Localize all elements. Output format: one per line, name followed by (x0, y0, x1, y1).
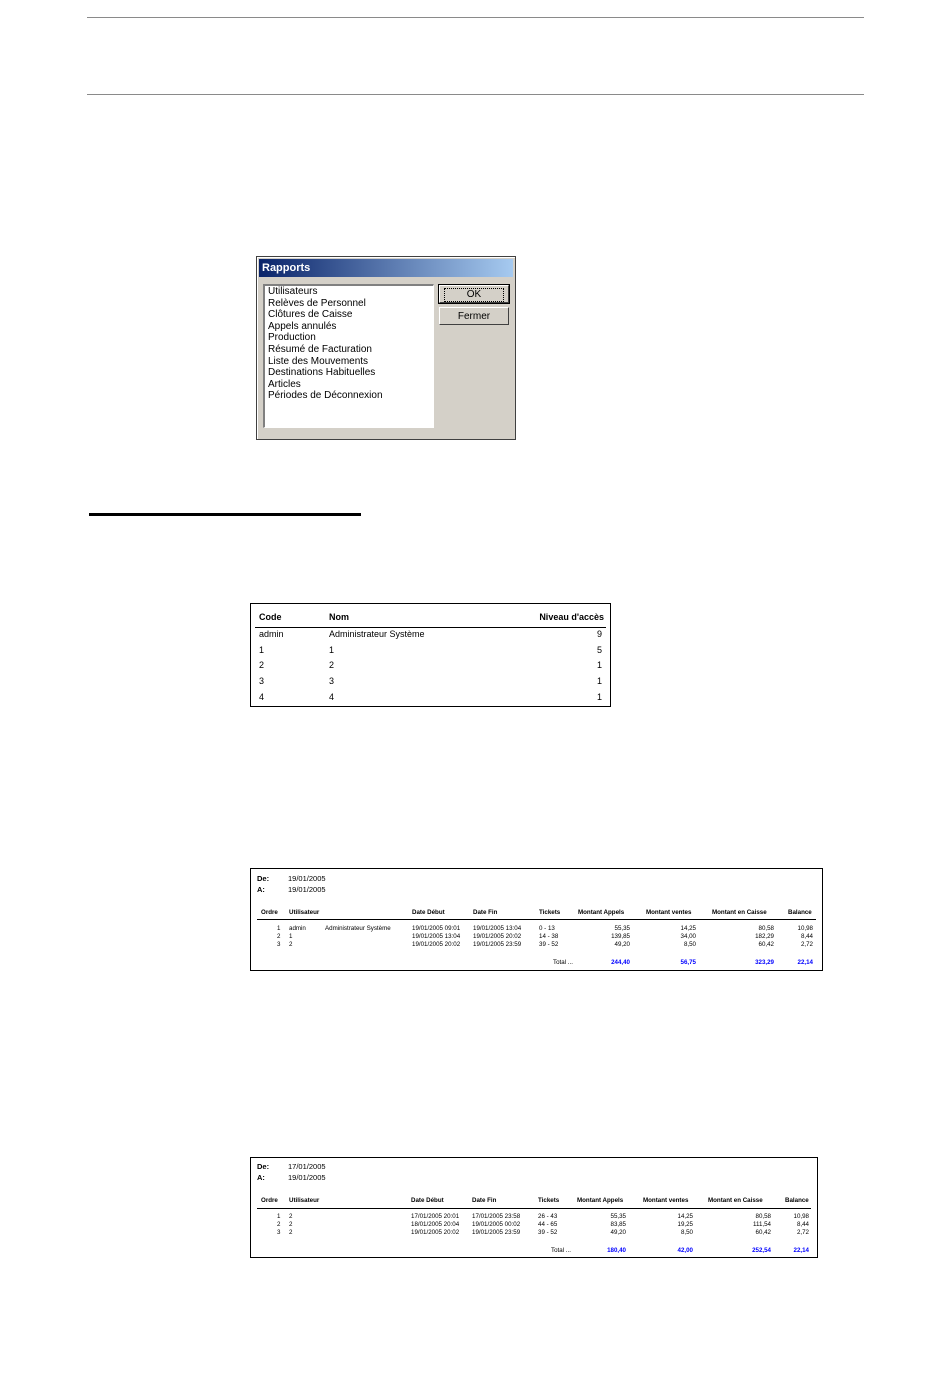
col-header-date-fin: Date Fin (473, 909, 498, 916)
col-header-montant-ventes: Montant ventes (646, 909, 692, 916)
cell-code: 2 (259, 660, 265, 670)
cell-utilisateur: 1 (289, 933, 293, 940)
cell-date-fin: 19/01/2005 00:02 (472, 1221, 521, 1228)
header-rule (257, 1208, 811, 1209)
cell-code: 3 (259, 676, 265, 686)
from-label: De: (257, 874, 270, 883)
cell-nom: 3 (329, 676, 335, 686)
table-row (251, 692, 610, 706)
cell-date-debut: 19/01/2005 13:04 (412, 933, 461, 940)
cell-ventes: 14,25 (680, 925, 696, 932)
cell-caisse: 80,58 (755, 1213, 771, 1220)
cell-niveau: 1 (596, 660, 602, 670)
table-row (251, 676, 610, 690)
table-row (251, 660, 610, 674)
cell-ordre: 2 (277, 1221, 281, 1228)
col-header-tickets: Tickets (538, 1197, 560, 1204)
col-header-code: Code (259, 612, 282, 622)
reports-listbox[interactable] (263, 284, 434, 428)
total-ventes: 42,00 (677, 1247, 693, 1254)
cell-date-debut: 19/01/2005 09:01 (412, 925, 461, 932)
total-appels: 180,40 (607, 1247, 626, 1254)
cell-ventes: 34,00 (680, 933, 696, 940)
cell-balance: 10,98 (793, 1213, 809, 1220)
cell-niveau: 5 (596, 645, 602, 655)
cell-ventes: 8,50 (680, 1229, 693, 1236)
list-item[interactable]: Clôtures de Caisse (268, 309, 353, 321)
cell-utilisateur: 2 (289, 941, 293, 948)
col-header-utilisateur: Utilisateur (289, 909, 320, 916)
col-header-date-debut: Date Début (411, 1197, 444, 1204)
col-header-date-debut: Date Début (412, 909, 445, 916)
cell-code: 1 (259, 645, 265, 655)
list-item[interactable]: Liste des Mouvements (268, 355, 369, 367)
total-label: Total ... (551, 1247, 571, 1254)
cell-niveau: 1 (596, 676, 602, 686)
list-item[interactable]: Relèves de Personnel (268, 297, 366, 309)
section-rule (89, 513, 361, 516)
col-header-montant-caisse: Montant en Caisse (712, 909, 767, 916)
cell-date-debut: 17/01/2005 20:01 (411, 1213, 460, 1220)
total-ventes: 56,75 (680, 959, 696, 966)
ok-button[interactable] (439, 285, 509, 303)
cell-ordre: 3 (277, 1229, 281, 1236)
col-header-ordre: Ordre (261, 1197, 278, 1204)
cash-closing-report-1 (250, 868, 823, 971)
cell-tickets: 26 - 43 (538, 1213, 558, 1220)
cell-date-fin: 19/01/2005 23:59 (472, 1229, 521, 1236)
header-rule-bottom (87, 94, 864, 95)
col-header-montant-caisse: Montant en Caisse (708, 1197, 763, 1204)
to-date: 19/01/2005 (288, 885, 326, 894)
cell-appels: 49,20 (610, 1229, 626, 1236)
table-row (251, 629, 610, 643)
ok-label: OK (444, 288, 504, 302)
cell-appels: 49,20 (614, 941, 630, 948)
total-balance: 22,14 (797, 959, 813, 966)
cell-ventes: 14,25 (677, 1213, 693, 1220)
list-item[interactable]: Résumé de Facturation (268, 343, 372, 355)
to-label: A: (257, 1173, 265, 1182)
cell-utilisateur: 2 (289, 1221, 293, 1228)
cell-tickets: 39 - 52 (539, 941, 559, 948)
cash-closing-report-2 (250, 1157, 818, 1258)
from-date: 17/01/2005 (288, 1162, 326, 1171)
cell-date-fin: 17/01/2005 23:58 (472, 1213, 521, 1220)
cell-utilisateur: admin (289, 925, 306, 932)
total-balance: 22,14 (793, 1247, 809, 1254)
cell-balance: 8,44 (796, 1221, 809, 1228)
cell-date-debut: 19/01/2005 20:02 (412, 941, 461, 948)
col-header-montant-appels: Montant Appels (578, 909, 625, 916)
cell-balance: 2,72 (796, 1229, 809, 1236)
cell-ordre: 1 (277, 925, 281, 932)
cell-appels: 55,35 (610, 1213, 626, 1220)
cell-utilisateur: 2 (289, 1229, 293, 1236)
cell-caisse: 111,54 (752, 1221, 771, 1228)
col-header-balance: Balance (785, 1197, 809, 1204)
cell-tickets: 44 - 65 (538, 1221, 558, 1228)
users-table (250, 603, 611, 707)
list-item[interactable]: Utilisateurs (268, 286, 318, 297)
cell-niveau: 1 (596, 692, 602, 702)
cell-date-debut: 19/01/2005 20:02 (411, 1229, 460, 1236)
cell-appels: 83,85 (610, 1221, 626, 1228)
col-header-ordre: Ordre (261, 909, 278, 916)
cell-ordre: 2 (277, 933, 281, 940)
col-header-montant-ventes: Montant ventes (643, 1197, 689, 1204)
list-item[interactable]: Articles (268, 378, 301, 390)
cell-balance: 10,98 (797, 925, 813, 932)
total-label: Total ... (553, 959, 573, 966)
cell-tickets: 39 - 52 (538, 1229, 558, 1236)
total-caisse: 323,29 (755, 959, 774, 966)
cell-tickets: 0 - 13 (539, 925, 555, 932)
cell-date-fin: 19/01/2005 20:02 (473, 933, 522, 940)
header-rule-top (87, 17, 864, 18)
cell-caisse: 60,42 (755, 1229, 771, 1236)
cell-appels: 139,85 (611, 933, 630, 940)
header-rule (257, 919, 816, 920)
cell-caisse: 60,42 (758, 941, 774, 948)
close-button[interactable]: Fermer (439, 307, 509, 325)
table-row (251, 645, 610, 659)
cell-ordre: 1 (277, 1213, 281, 1220)
cell-date-fin: 19/01/2005 13:04 (473, 925, 522, 932)
list-item[interactable]: Périodes de Déconnexion (268, 390, 383, 402)
cell-nom: 2 (329, 660, 335, 670)
total-caisse: 252,54 (752, 1247, 771, 1254)
cell-balance: 8,44 (800, 933, 813, 940)
cell-code: admin (259, 629, 284, 639)
cell-tickets: 14 - 38 (539, 933, 559, 940)
list-item[interactable]: Production (268, 332, 316, 344)
cell-ventes: 8,50 (683, 941, 696, 948)
cell-appels: 55,35 (614, 925, 630, 932)
col-header-utilisateur: Utilisateur (289, 1197, 320, 1204)
dialog-title: Rapports (259, 259, 513, 277)
cell-utilisateur: 2 (289, 1213, 293, 1220)
cell-nom: 4 (329, 692, 335, 702)
col-header-nom: Nom (329, 612, 349, 622)
cell-niveau: 9 (596, 629, 602, 639)
col-header-date-fin: Date Fin (472, 1197, 497, 1204)
total-appels: 244,40 (611, 959, 630, 966)
col-header-niveau: Niveau d'accès (539, 612, 604, 622)
header-rule (255, 627, 606, 628)
list-item[interactable]: Appels annulés (268, 320, 337, 332)
cell-nom: Administrateur Système (329, 629, 425, 639)
col-header-tickets: Tickets (539, 909, 561, 916)
cell-date-fin: 19/01/2005 23:59 (473, 941, 522, 948)
to-label: A: (257, 885, 265, 894)
col-header-balance: Balance (788, 909, 812, 916)
col-header-montant-appels: Montant Appels (577, 1197, 624, 1204)
from-date: 19/01/2005 (288, 874, 326, 883)
list-item[interactable]: Destinations Habituelles (268, 367, 376, 379)
cell-nom: 1 (329, 645, 335, 655)
cell-ordre: 3 (277, 941, 281, 948)
from-label: De: (257, 1162, 270, 1171)
cell-nom: Administrateur Système (325, 925, 391, 932)
cell-caisse: 80,58 (758, 925, 774, 932)
cell-balance: 2,72 (800, 941, 813, 948)
to-date: 19/01/2005 (288, 1173, 326, 1182)
cell-ventes: 19,25 (677, 1221, 693, 1228)
cell-caisse: 182,29 (755, 933, 774, 940)
cell-date-debut: 18/01/2005 20:04 (411, 1221, 460, 1228)
cell-code: 4 (259, 692, 265, 702)
rapports-dialog (256, 256, 516, 440)
